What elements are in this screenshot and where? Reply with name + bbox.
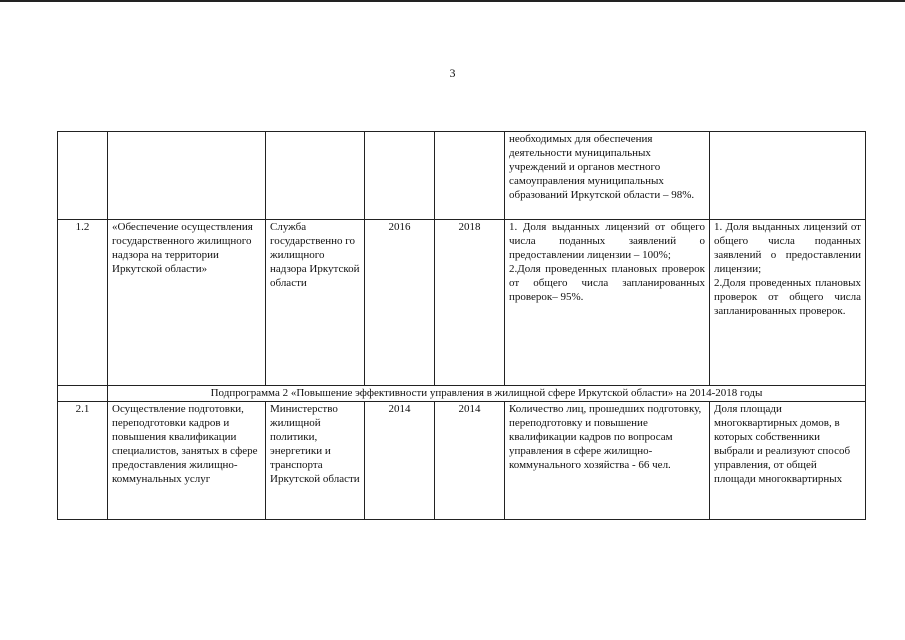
- cell-executor: Министерство жилищной политики, энергетики и транспорта Иркутской области: [266, 402, 365, 520]
- cell-result: [710, 220, 866, 386]
- cell-start-year: [365, 132, 435, 220]
- result-item-2: 2.Доля проведенных плановых проверок от общего числа запланированных проверок.: [714, 277, 861, 317]
- cell-end-year: 2018: [435, 220, 505, 386]
- cell-name: «Обеспечение осуществления государственного жилищного надзора на территории Иркутской области»: [108, 220, 266, 386]
- cell-name: Осуществление подготовки, переподготовки кадров и повышения квалификации специалистов, занятых в сфере предоставления жилищно-коммунальных услуг: [108, 402, 266, 520]
- page-top-edge: [0, 0, 905, 2]
- cell-start-year: 2016: [365, 220, 435, 386]
- subprogram-title: Подпрограмма 2 «Повышение эффективности управления в жилищной сфере Иркутской области» на 2014-2018 годы: [108, 386, 866, 402]
- cell-end-year: 2014: [435, 402, 505, 520]
- table-row: [58, 402, 866, 520]
- cell-end-year: [435, 132, 505, 220]
- cell-num: [58, 132, 108, 220]
- cell-indicator: необходимых для обеспечения деятельности муниципальных учреждений и органов местного самоуправления муниципальных образований Иркутской области – 98%.: [505, 132, 710, 220]
- result-item-1: 1. Доля выданных лицензий от общего числа поданных заявлений о предоставлении лицензии;: [714, 221, 861, 275]
- cell-name: [108, 132, 266, 220]
- program-table: [57, 131, 866, 520]
- subprogram-row: [58, 386, 866, 402]
- cell-indicator: [505, 220, 710, 386]
- cell-empty: [58, 386, 108, 402]
- cell-result: [710, 132, 866, 220]
- cell-indicator: Количество лиц, прошедших подготовку, переподготовку и повышение квалификации кадров по вопросам управления в сфере жилищно-коммунального хозяйства - 66 чел.: [505, 402, 710, 520]
- table-row: [58, 220, 866, 386]
- cell-num: 1.2: [58, 220, 108, 386]
- page-number: 3: [449, 66, 456, 80]
- cell-num: 2.1: [58, 402, 108, 520]
- cell-start-year: 2014: [365, 402, 435, 520]
- indicator-item-1: 1. Доля выданных лицензий от общего числа поданных заявлений о предоставлении лицензии – 100%;: [509, 221, 705, 261]
- cell-result: Доля площади многоквартирных домов, в которых собственники выбрали и реализуют способ управления, от общей площади многоквартирных: [710, 402, 866, 520]
- cell-executor: Служба государственно го жилищного надзора Иркутской области: [266, 220, 365, 386]
- cell-executor: [266, 132, 365, 220]
- table-row: [58, 132, 866, 220]
- indicator-item-2: 2.Доля проведенных плановых проверок от общего числа запланированных проверок– 95%.: [509, 263, 705, 303]
